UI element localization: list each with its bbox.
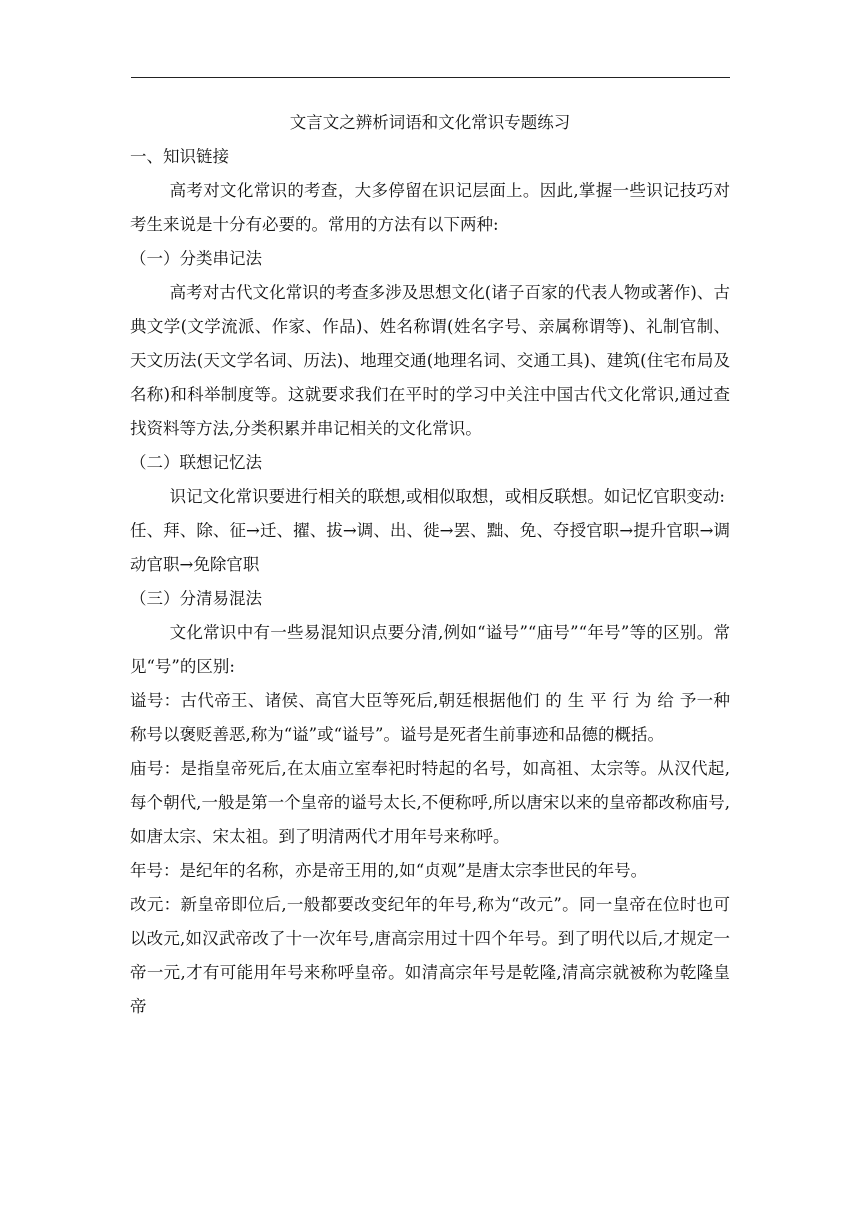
classify-paragraph: 高考对古代文化常识的考查多涉及思想文化(诸子百家的代表人物或著作)、古典文学(文学流派、作家、作品)、姓名称谓(姓名字号、亲属称谓等)、礼制官制、天文历法(天文学名词、历法)、地理交通(地理名词、交通工具)、建筑(住宅布局及名称)和科举制度等。这就要求我们在平时的学习中关注中国古代文化常识,通过查找资料等方法,分类积累并串记相关的文化常识。 bbox=[130, 283, 730, 438]
association-paragraph: 识记文化常识要进行相关的联想,或相似取想，或相反联想。如记忆官职变动: bbox=[169, 487, 725, 506]
gaiyuan-paragraph: 改元：新皇帝即位后,一般都要改变纪年的年号,称为“改元”。同一皇帝在位时也可以改元,如汉武帝改了十一次年号,唐高宗用过十四个年号。到了明代以后,才规定一帝一元,才有可能用年号来称呼皇帝。如清高宗年号是乾隆,清高宗就被称为乾隆皇帝 bbox=[130, 895, 730, 1016]
subheading-distinguish: （三）分清易混法 bbox=[130, 589, 262, 608]
distinguish-paragraph: 文化常识中有一些易混知识点要分清,例如“谥号”“庙号”“年号”等的区别。常见“号”的区别: bbox=[130, 623, 730, 676]
nianhao-paragraph: 年号：是纪年的名称，亦是帝王用的,如“贞观”是唐太宗李世民的年号。 bbox=[130, 861, 648, 880]
subheading-association: （二）联想记忆法 bbox=[130, 453, 262, 472]
intro-paragraph: 高考对文化常识的考查，大多停留在识记层面上。因此,掌握一些识记技巧对考生来说是十分有必要的。常用的方法有以下两种: bbox=[130, 181, 730, 234]
header-rule bbox=[131, 77, 730, 78]
miaohao-paragraph: 庙号：是指皇帝死后,在太庙立室奉祀时特起的名号，如高祖、太宗等。从汉代起,每个朝代,一般是第一个皇帝的谥号太长,不便称呼,所以唐宋以来的皇帝都改称庙号,如唐太宗、宋太祖。到了明清两代才用年号来称呼。 bbox=[130, 759, 730, 846]
document-title: 文言文之辨析词语和文化常识专题练习 bbox=[289, 113, 571, 132]
official-change-list: 任、拜、除、征→迁、擢、拔→调、出、徙→罢、黜、免、夺授官职→提升官职→调动官职→免除官职 bbox=[130, 521, 730, 574]
shihao-paragraph: 谥号：古代帝王、诸侯、高官大臣等死后,朝廷根据他们 的 生 平 行 为 给 予一种称号以褒贬善恶,称为“谥”或“谥号”。谥号是死者生前事迹和品德的概括。 bbox=[130, 691, 730, 744]
subheading-classify: （一）分类串记法 bbox=[130, 249, 262, 268]
document-body bbox=[130, 106, 730, 1024]
section-heading-knowledge: 一、知识链接 bbox=[130, 147, 229, 166]
